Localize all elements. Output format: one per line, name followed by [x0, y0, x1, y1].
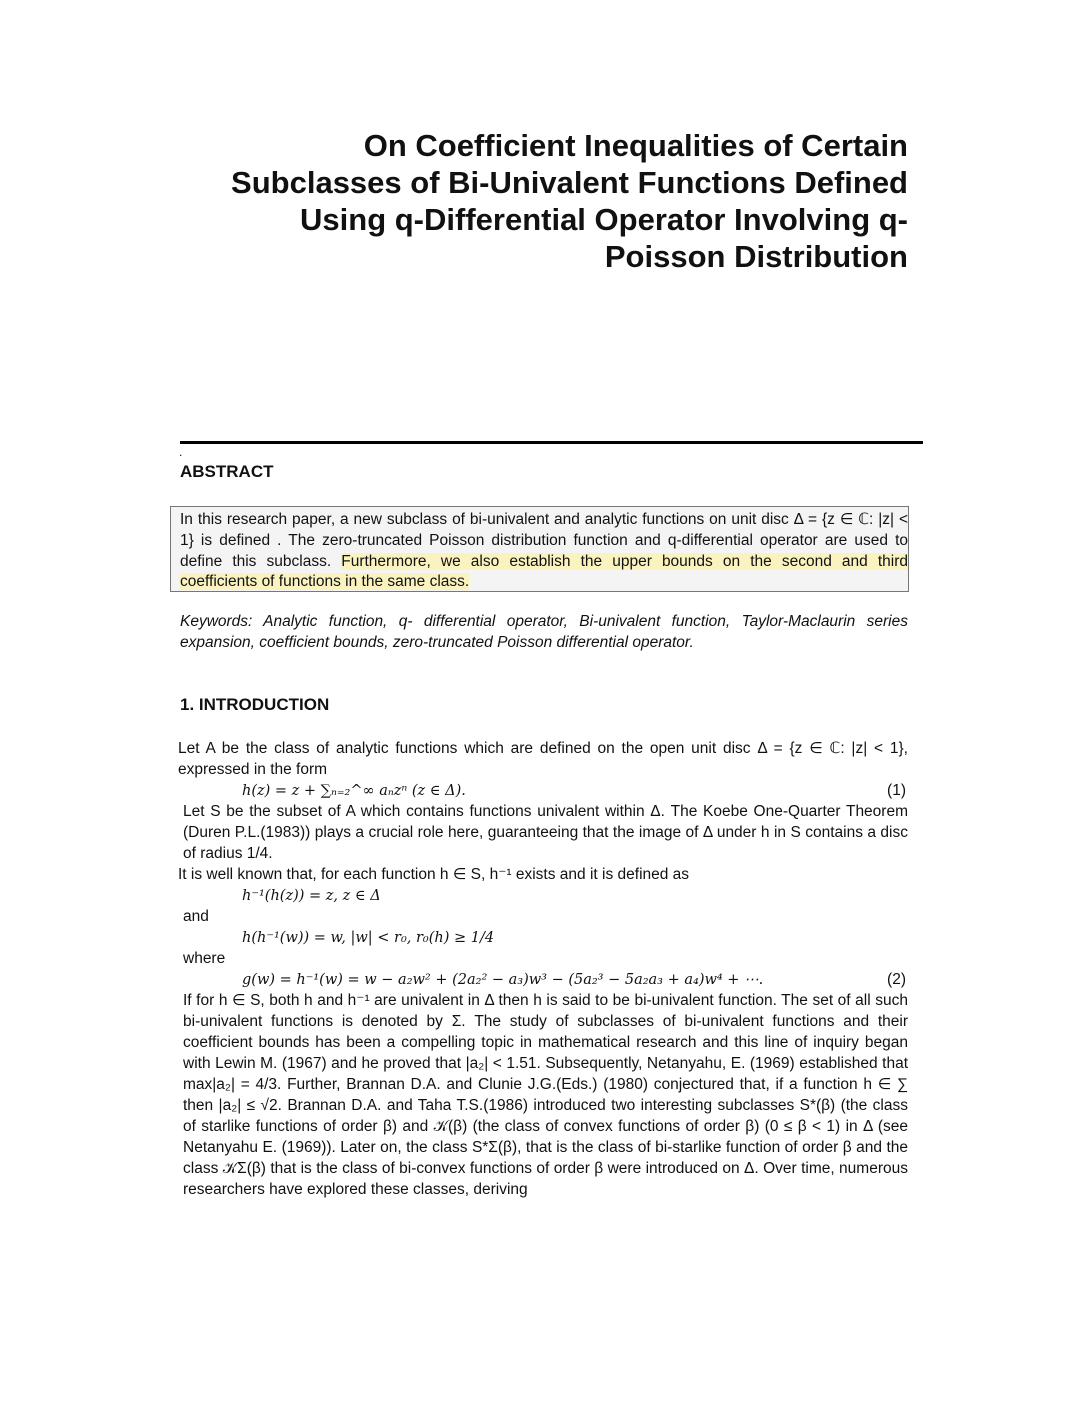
equation-text: h⁻¹(h(z)) = z, z ∈ Δ: [242, 888, 381, 904]
paragraph: If for h ∈ S, both h and h⁻¹ are univalent in Δ then h is said to be bi-univalent function. The set of all such bi-univalent functions is denoted by Σ. The study of subclasses of bi-univalent functions and their coefficient bounds has been a compelling topic in mathematical research and this line of inquiry began with Lewin M. (1967) and he proved that |a₂| < 1.51. Subsequently, Netanyahu, E. (1969) established that max|a₂| = 4/3. Further, Brannan D.A. and Clunie J.G.(Eds.) (1980) conjectured that, if a function h ∈ ∑ then |a₂| ≤ √2. Brannan D.A. and Taha T.S.(1986) introduced two interesting subclasses S*(β) (the class of starlike functions of order β) and 𝒦(β) (the class of convex functions of order β) (0 ≤ β < 1) in Δ (see Netanyahu E. (1969)). Later on, the class S*Σ(β), that is the class of bi-starlike function of order β and the class 𝒦Σ(β) that is the class of bi-convex functions of order β were introduced on Δ. Over time, numerous researchers have explored these classes, deriving: [183, 992, 908, 1198]
equation-inverse-2: [178, 927, 908, 948]
keywords: Keywords: Analytic function, q- differential operator, Bi-univalent function, Taylor-Maclaurin series expansion, coefficient bounds, zero-truncated Poisson differential operator.: [180, 613, 908, 651]
title-line: Subclasses of Bi-Univalent Functions Defined: [231, 165, 908, 200]
equation-1: [178, 780, 908, 801]
connector-label: and: [183, 908, 209, 925]
equation-text: h(z) = z + ∑ₙ₌₂^∞ aₙzⁿ (z ∈ Δ).: [242, 783, 466, 799]
title-line: Poisson Distribution: [604, 239, 908, 274]
section-divider: [180, 441, 923, 444]
introduction-body: [178, 738, 908, 1200]
introduction-heading: 1. INTRODUCTION: [180, 695, 330, 714]
abstract-text: In this research paper, a new subclass of bi-univalent and analytic functions on unit disc Δ = {z ∈ ℂ: |z| < 1} is defined . The zero-truncated Poisson distribution function and q-differential operator are used to define this subclass.: [180, 511, 908, 570]
equation-text: g(w) = h⁻¹(w) = w − a₂w² + (2a₂² − a₃)w³ − (5a₂³ − 5a₂a₃ + a₄)w⁴ + ⋯.: [242, 972, 764, 988]
paragraph: It is well known that, for each function h ∈ S, h⁻¹ exists and it is defined as: [178, 866, 690, 883]
equation-text: h(h⁻¹(w)) = w, |w| < r₀, r₀(h) ≥ 1/4: [242, 930, 495, 946]
paragraph: Let A be the class of analytic functions which are defined on the open unit disc Δ = {z ∈ ℂ: |z| < 1}, expressed in the form: [178, 740, 908, 778]
divider-dot: .: [179, 445, 183, 459]
abstract-heading: ABSTRACT: [180, 462, 274, 481]
paragraph: Let S be the subset of A which contains functions univalent within Δ. The Koebe One-Quarter Theorem (Duren P.L.(1983)) plays a crucial role here, guaranteeing that the image of Δ under h in S contains a disc of radius 1/4.: [183, 803, 908, 862]
equation-inverse: [178, 885, 908, 906]
equation-number: (2): [887, 971, 906, 988]
title-line: Using q-Differential Operator Involving q-: [300, 202, 908, 237]
paper-title: [180, 127, 908, 275]
equation-2: [178, 969, 908, 990]
connector-label: where: [183, 950, 226, 967]
abstract-box: [170, 506, 909, 592]
equation-number: (1): [887, 782, 906, 799]
abstract-highlighted-text: Furthermore, we also establish the upper bounds on the second and third coefficients of functions in the same class.: [180, 552, 909, 591]
title-line: On Coefficient Inequalities of Certain: [363, 128, 908, 163]
